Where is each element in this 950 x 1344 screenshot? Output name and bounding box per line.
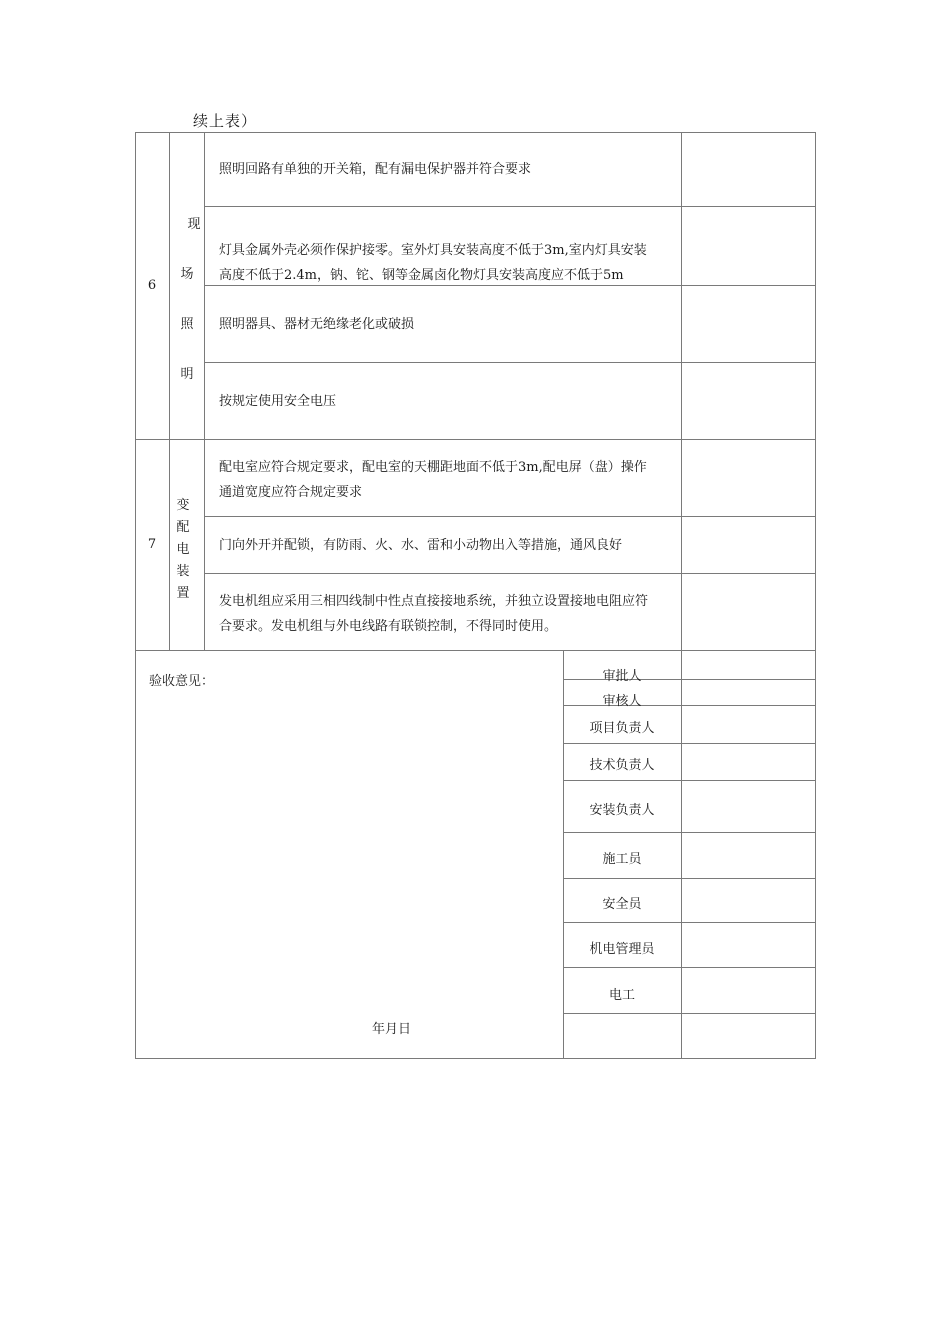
signatory-approver: 审批人 [602,669,642,684]
signatory-installation-lead: 安装负责人 [589,803,655,818]
section-7-item-1-line-1: 配电室应符合规定要求，配电室的天棚距地面不低于3m,配电屏（盘）操作 [219,460,647,475]
signature-divider [563,878,816,879]
column-divider [681,132,682,1059]
continued-caption: 续上表） [193,112,258,130]
table-border-bottom [135,1058,816,1059]
section-6-category-char: 现 [187,217,201,232]
signatory-constructor: 施工员 [602,852,642,867]
signatory-project-lead: 项目负责人 [589,721,655,736]
signature-divider [563,743,816,744]
section-7-item-3-line-1: 发电机组应采用三相四线制中性点直接接地系统，并独立设置接地电阻应符 [219,594,649,609]
section-7-category-char: 变 [176,498,190,513]
signatory-electrician: 电工 [608,988,635,1003]
section-6-item-2-line-1: 灯具金属外壳必须作保护接零。室外灯具安装高度不低于3m,室内灯具安装 [219,243,647,258]
row-divider [204,516,816,517]
signature-divider [563,780,816,781]
table-border-right [815,132,816,1059]
column-divider [204,132,205,651]
signatory-electromechanical-manager: 机电管理员 [589,942,655,957]
signatory-reviewer: 审核人 [602,694,642,709]
section-6-item-1: 照明回路有单独的开关箱，配有漏电保护器并符合要求 [219,162,532,177]
section-6-item-3: 照明器具、器材无绝缘老化或破损 [219,317,415,332]
signatory-safety-officer: 安全员 [602,897,642,912]
section-7-category-char: 装 [176,564,190,579]
section-7-item-3-line-2: 合要求。发电机组与外电线路有联锁控制，不得同时使用。 [219,619,558,634]
section-6-item-2-line-2: 高度不低于2.4m，钠、铊、钢等金属卤化物灯具安装高度应不低于5m [219,268,624,283]
section-7-category-char: 电 [176,542,190,557]
signature-divider [563,922,816,923]
signature-divider [563,1013,816,1014]
section-6-category-char: 场 [180,267,194,282]
acceptance-opinion-label: 验收意见： [149,674,215,689]
acceptance-date-label: 年月日 [372,1022,412,1037]
section-7-category-char: 置 [176,586,190,601]
section-7-number: 7 [147,537,157,552]
table-border-top [135,132,816,133]
section-6-category-char: 照 [180,317,194,332]
row-divider [204,206,816,207]
section-7-item-2: 门向外开并配锁，有防雨、火、水、雷和小动物出入等措施，通风良好 [219,538,623,553]
section-6-category-char: 明 [180,367,194,382]
section-7-category-char: 配 [176,520,190,535]
section-divider [135,650,816,651]
table-border-left [135,132,136,1059]
section-7-item-1-line-2: 通道宽度应符合规定要求 [219,485,363,500]
section-divider [135,439,816,440]
row-divider [204,362,816,363]
section-6-item-4: 按规定使用安全电压 [219,394,337,409]
row-divider [204,573,816,574]
signatory-technical-lead: 技术负责人 [589,758,655,773]
signature-divider [563,832,816,833]
section-6-number: 6 [147,278,157,293]
signature-divider [563,967,816,968]
